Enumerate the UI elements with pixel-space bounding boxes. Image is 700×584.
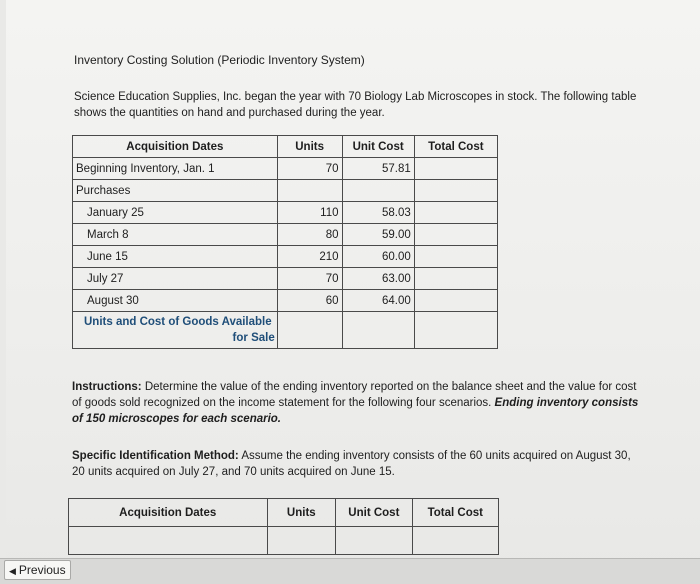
units-cell [277, 180, 342, 202]
specific-identification-text [72, 448, 646, 480]
table-row [73, 202, 498, 224]
unit-cost-cell[interactable]: 58.03 [342, 202, 414, 224]
specific-text: Assume the ending inventory consists of the 60 units acquired on August 30, 20 units acquired on July 27, and 70 units acquired on June 15. [72, 450, 631, 478]
total-cost-cell[interactable] [414, 202, 497, 224]
row-label: January 25 [73, 202, 278, 224]
row-label: August 30 [73, 290, 278, 312]
available-label-line2: for Sale [232, 332, 275, 344]
table-header-row [73, 136, 498, 158]
unit-cost-cell[interactable]: 60.00 [342, 246, 414, 268]
row-label: June 15 [73, 246, 278, 268]
row-label: March 8 [73, 224, 278, 246]
chevron-left-icon: ◀ [9, 566, 16, 576]
table-row [69, 527, 499, 555]
total-cost-cell[interactable] [414, 158, 497, 180]
table-row [73, 290, 498, 312]
total-cost-cell[interactable] [414, 224, 497, 246]
total-cost-cell[interactable] [414, 246, 497, 268]
instructions-label: Instructions: [72, 381, 142, 393]
table-row [73, 246, 498, 268]
header-units: Units [277, 136, 342, 158]
units-cell[interactable]: 70 [277, 268, 342, 290]
available-label-line1: Units and Cost of Goods Available [84, 316, 272, 328]
unit-cost-cell[interactable]: 63.00 [342, 268, 414, 290]
table-row [73, 268, 498, 290]
header-unit-cost: Unit Cost [336, 499, 412, 527]
unit-cost-cell[interactable]: 64.00 [342, 290, 414, 312]
specific-identification-table [68, 498, 499, 555]
units-cell[interactable] [277, 312, 342, 349]
acquisition-table [72, 135, 498, 349]
units-cell[interactable]: 110 [277, 202, 342, 224]
specific-label: Specific Identification Method: [72, 450, 239, 462]
row-label: Purchases [73, 180, 278, 202]
previous-label: Previous [18, 563, 66, 577]
header-unit-cost: Unit Cost [342, 136, 414, 158]
previous-button[interactable] [4, 560, 71, 580]
units-cell[interactable]: 80 [277, 224, 342, 246]
total-cost-cell[interactable] [414, 268, 497, 290]
units-cell[interactable]: 60 [277, 290, 342, 312]
header-units: Units [267, 499, 336, 527]
table-header-row [69, 499, 499, 527]
unit-cost-cell [342, 180, 414, 202]
unit-cost-cell[interactable]: 59.00 [342, 224, 414, 246]
intro-text: Science Education Supplies, Inc. began the year with 70 Biology Lab Microscopes in stock. The following table shows the quantities on hand and purchased during the year. [74, 91, 637, 119]
worksheet-page [6, 0, 700, 583]
available-label [73, 312, 278, 349]
table-row [73, 158, 498, 180]
header-acquisition-dates: Acquisition Dates [73, 136, 278, 158]
units-cell[interactable] [267, 527, 336, 555]
instructions-text: Determine the value of the ending inventory reported on the balance sheet and the value for cost of goods sold recognized on the income statement for the following four scenarios. [72, 381, 637, 409]
units-cell[interactable]: 70 [277, 158, 342, 180]
instructions [72, 379, 646, 427]
header-total-cost: Total Cost [414, 136, 497, 158]
header-total-cost: Total Cost [412, 499, 498, 527]
available-for-sale-row [73, 312, 498, 349]
table-row [73, 224, 498, 246]
table-row [73, 180, 498, 202]
acquisition-date-cell[interactable] [69, 527, 268, 555]
row-label: Beginning Inventory, Jan. 1 [73, 158, 278, 180]
page-title: Inventory Costing Solution (Periodic Inventory System) [74, 53, 365, 67]
row-label: July 27 [73, 268, 278, 290]
total-cost-cell [414, 180, 497, 202]
unit-cost-cell[interactable]: 57.81 [342, 158, 414, 180]
total-cost-cell[interactable] [414, 290, 497, 312]
header-acquisition-dates: Acquisition Dates [69, 499, 268, 527]
instructions-emphasis: Ending inventory consists of 150 microscopes for each scenario. [72, 397, 639, 425]
unit-cost-cell[interactable] [336, 527, 412, 555]
unit-cost-cell[interactable] [342, 312, 414, 349]
total-cost-cell[interactable] [414, 312, 497, 349]
units-cell[interactable]: 210 [277, 246, 342, 268]
footer-bar [0, 558, 700, 584]
total-cost-cell[interactable] [412, 527, 498, 555]
